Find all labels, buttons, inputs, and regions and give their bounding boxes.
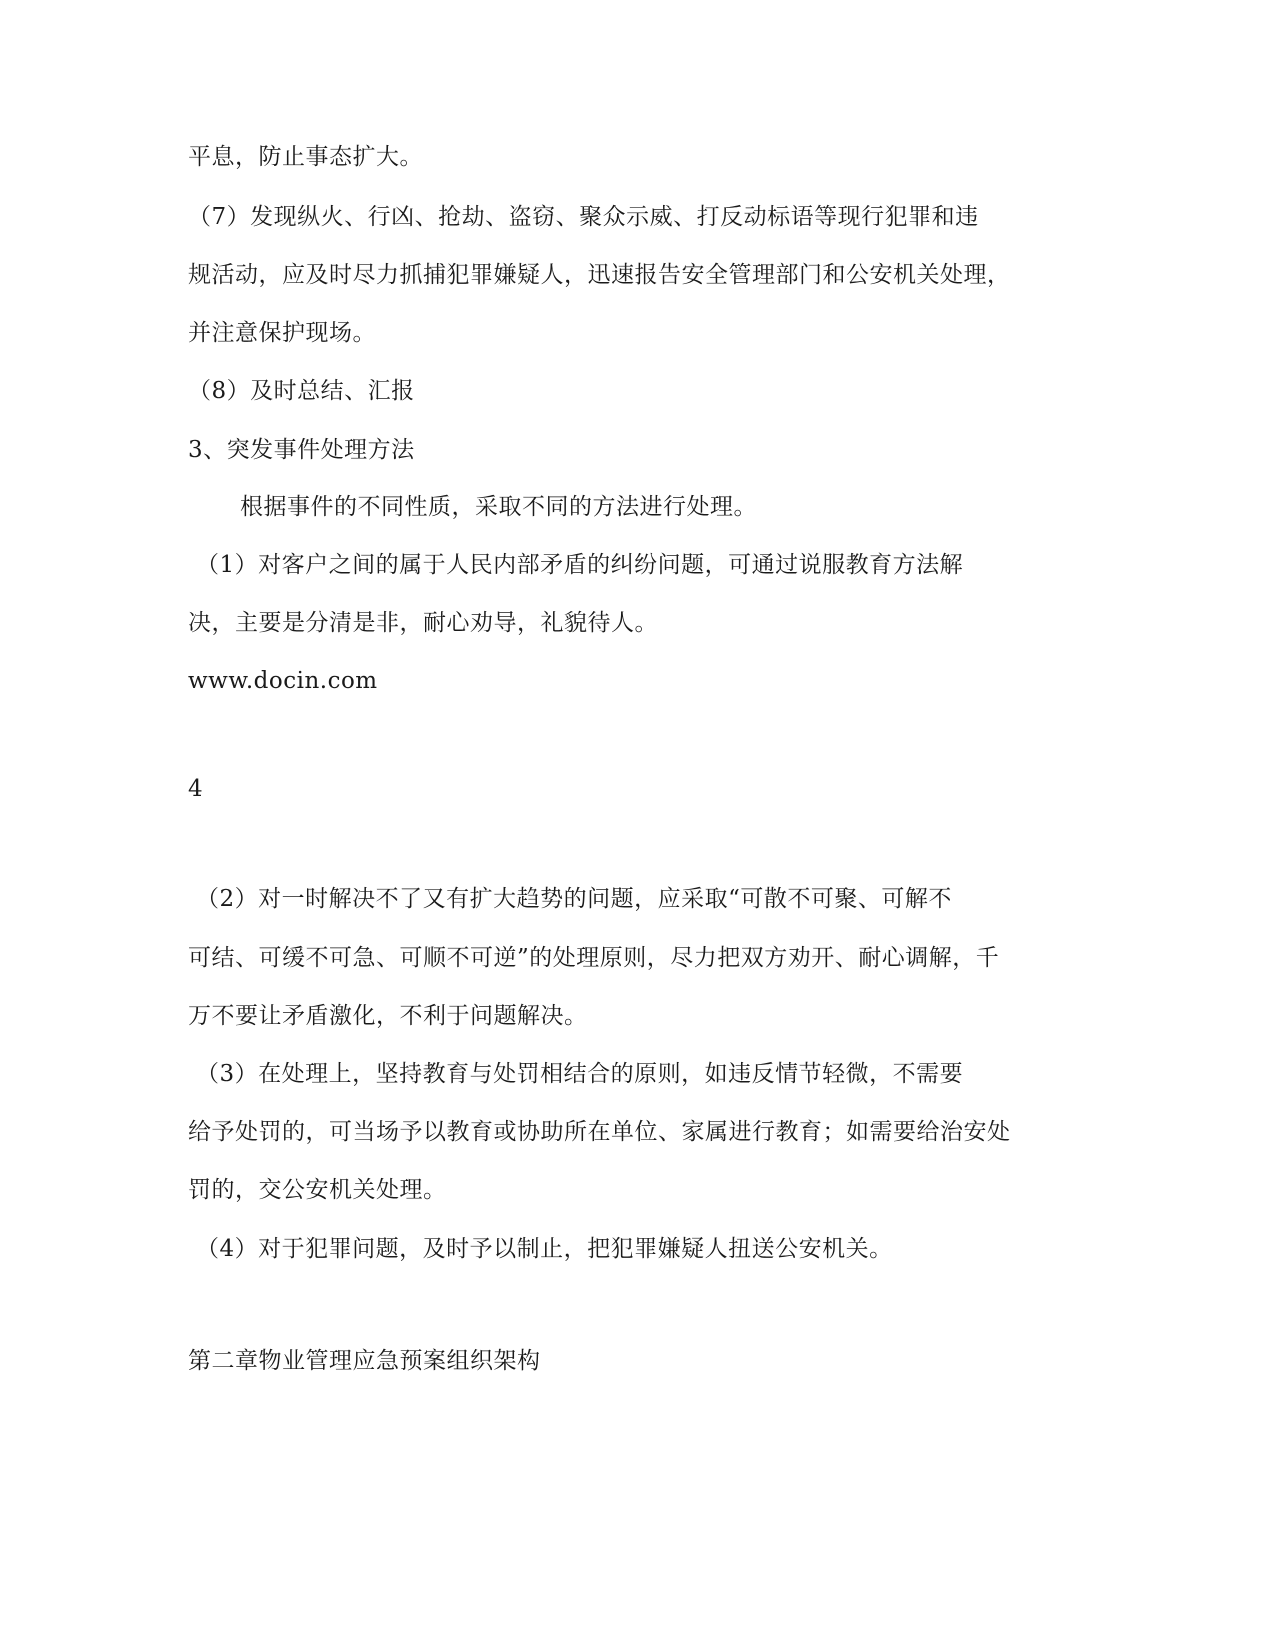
- text-line: 平息，防止事态扩大。: [188, 144, 423, 170]
- text-line: 罚的，交公安机关处理。: [188, 1177, 447, 1203]
- text-line: 并注意保护现场。: [188, 320, 376, 346]
- text-line: 给予处罚的，可当场予以教育或协助所在单位、家属进行教育；如需要给治安处: [188, 1119, 1011, 1145]
- text-line: （4）对于犯罪问题，及时予以制止，把犯罪嫌疑人扭送公安机关。: [196, 1236, 893, 1262]
- page-number: 4: [188, 776, 204, 802]
- section-heading: 3、突发事件处理方法: [188, 437, 415, 463]
- text-line: （1）对客户之间的属于人民内部矛盾的纠纷问题，可通过说服教育方法解: [196, 552, 964, 578]
- text-line: （8）及时总结、汇报: [188, 378, 415, 404]
- text-line: 决，主要是分清是非，耐心劝导，礼貌待人。: [188, 610, 658, 636]
- text-line: 万不要让矛盾激化，不利于问题解决。: [188, 1003, 588, 1029]
- text-line: （2）对一时解决不了又有扩大趋势的问题，应采取“可散不可聚、可解不: [196, 886, 952, 912]
- text-line: （3）在处理上，坚持教育与处罚相结合的原则，如违反情节轻微，不需要: [196, 1061, 964, 1087]
- text-line: 可结、可缓不可急、可顺不可逆”的处理原则，尽力把双方劝开、耐心调解，千: [188, 945, 1000, 971]
- text-line: （7）发现纵火、行凶、抢劫、盗窃、聚众示威、打反动标语等现行犯罪和违: [188, 204, 979, 230]
- watermark-url: www.docin.com: [188, 668, 378, 694]
- chapter-heading: 第二章物业管理应急预案组织架构: [188, 1348, 541, 1374]
- text-line: 规活动，应及时尽力抓捕犯罪嫌疑人，迅速报告安全管理部门和公安机关处理，: [188, 262, 1011, 288]
- text-line: 根据事件的不同性质，采取不同的方法进行处理。: [240, 494, 757, 520]
